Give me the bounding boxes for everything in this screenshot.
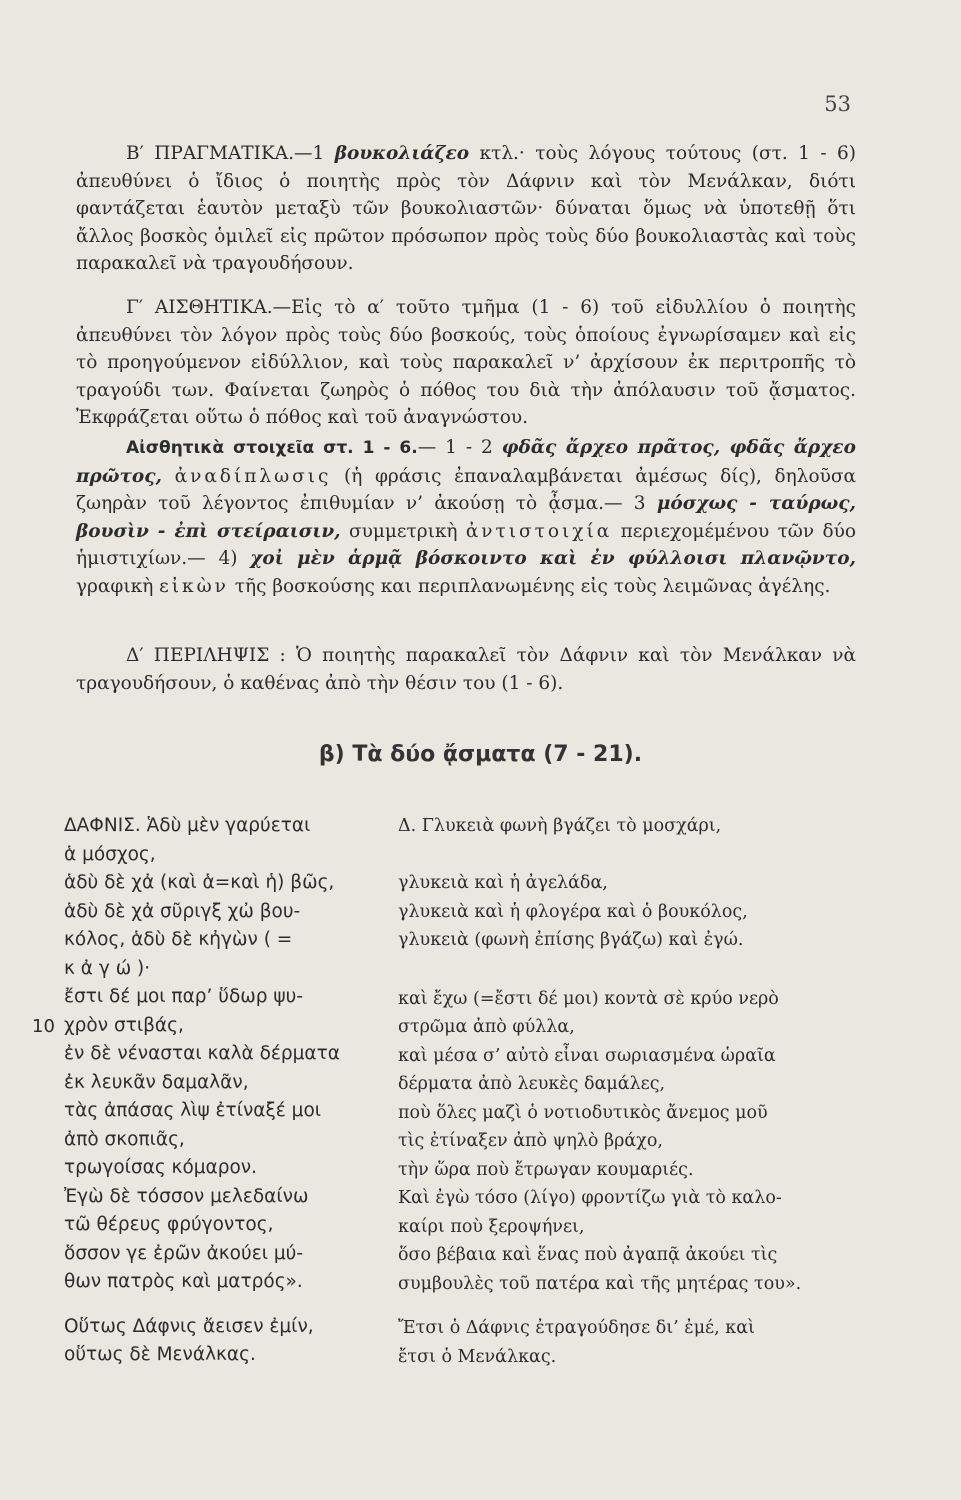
greek-line: θων πατρὸς καὶ ματρός». (64, 1271, 303, 1292)
quoted-term: μόσχως - ταύρως, βουσὶν - ἐπὶ στείραισιν, (76, 493, 856, 542)
translation-line: καίρι ποὺ ξεροψήνει, (398, 1216, 585, 1237)
greek-text-column (64, 812, 386, 1370)
translation-line: γλυκειὰ καὶ ἡ ἀγελάδα, (398, 873, 608, 893)
translation-line: ὅσο βέβαια καὶ ἕνας ποὺ ἀγαπᾷ ἀκούει τὶς (398, 1245, 778, 1265)
verse-line-number: 10 (32, 1016, 55, 1037)
greek-line: ἀπὸ σκοπιᾶς, (64, 1128, 185, 1150)
translation-line: τὶς ἐτίναξεν ἀπὸ ψηλὸ βράχο, (398, 1131, 663, 1151)
greek-line: ἔστι δέ μοι παρ’ ὕδωρ ψυ- (64, 986, 303, 1007)
section-text: Ὁ ποιητὴς παρακαλεῖ τὸν Δάφνιν καὶ τὸν Μενάλκαν νὰ τραγουδήσουν, ὁ καθένας ἀπὸ τὴν θέσιν του (1 - 6). (76, 645, 856, 694)
spacer (64, 1297, 386, 1313)
section-perilipsis (76, 642, 856, 697)
greek-line: ἐκ λευκᾶν δαμαλᾶν, (64, 1071, 249, 1093)
spaced-term: ἀντιστοιχία (465, 520, 613, 542)
section-aesthetic-elements: Αἰσθητικὰ στοιχεῖα στ. 1 - 6.— 1 - 2 φδᾶς ἄρχεο πρᾶτος, φδᾶς ἄρχεο πρῶτος, ἀναδίπλωσις (ἡ φράσις ἐπαναλαμβάνεται ἀμέσως δίς), δηλοῦσα ζωηρὰν τοῦ λέγοντος ἐπιθυμίαν ν’ ἀκούσῃ τὸ ᾆσμα.— 3 μόσχως - ταύρως, βουσὶν - ἐπὶ στείραισιν, συμμετρικὴ ἀντιστοιχία περιεχομέμένου τῶν δύο ἡμιστιχίων.— 4) χοἰ μὲν ἁρμᾷ βόσκοιντο καὶ ἐν φύλλοισι πλανῷντο, γραφικὴ εἰκὼν τῆς βοσκούσης και περιπλανωμένης εἰς τοὺς λειμῶνας ἀγέλης. (76, 437, 856, 597)
section-pragmatika: Β′ ΠΡΑΓΜΑΤΙΚΑ.—1 βουκολιάζεο κτλ.· τοὺς λόγους τούτους (στ. 1 - 6) ἀπευθύνει ὁ ἴδιος ὁ ποιητὴς πρὸς τὸν Δάφνιν καὶ τὸν Μενάλκαν, διότι φαντάζεται ἑαυτὸν μεταξὺ τῶν βουκολιαστῶν· δύναται ὅμως νὰ ὑποτεθῇ ὅτι ἄλλος βοσκὸς ὁμιλεῖ εἰς πρῶτον πρόσωπον πρὸς τοὺς δύο βουκολιαστὰς καὶ τοὺς παρακαλεῖ νὰ τραγουδήσουν. (76, 143, 856, 274)
greek-line: κ ἀ γ ώ )· (64, 957, 151, 979)
spaced-term: ἀναδίπλωσις (174, 465, 332, 487)
spaced-term: εἰκὼν (159, 575, 229, 597)
translation-line: ποὺ ὅλες μαζὶ ὁ νοτιοδυτικὸς ἄνεμος μοῦ (398, 1102, 768, 1123)
spacer (398, 955, 838, 985)
page-number: 53 (824, 92, 851, 116)
section-label: Δ′ ΠΕΡΙΛΗΨΙΣ : (126, 645, 286, 666)
translation-line: ἔτσι ὁ Μενάλκας. (398, 1346, 557, 1367)
translation-line: Ἔτσι ὁ Δάφνις ἐτραγούδησε δι’ ἐμέ, καὶ (398, 1318, 755, 1338)
greek-line: χρὸν στιβάς, (64, 1014, 184, 1036)
section-text: κτλ.· τοὺς λόγους τούτους (στ. 1 - 6) ἀπευθύνει ὁ ἴδιος ὁ ποιητὴς πρὸς τὸν Δάφνιν καὶ τὸν Μενάλκαν, διότι φαντάζεται ἑαυτὸν μεταξὺ τῶν βουκολιαστῶν· δύναται ὅμως νὰ ὑποτεθῇ ὅτι ἄλλος βοσκὸς ὁμιλεῖ εἰς πρῶτον πρόσωπον πρὸς τοὺς δύο βουκολιαστὰς καὶ τοὺς παρακαλεῖ νὰ τραγουδήσουν. (76, 143, 856, 274)
section-text: —Εἰς τὸ α′ τοῦτο τμῆμα (1 - 6) τοῦ εἰδυλλίου ὁ ποιητὴς ἀπευθύνει τὸν λόγον πρὸς τοὺς δύο βοσκούς, τοὺς ὁποίους ἐγνωρίσαμεν καὶ εἰς τὸ προηγούμενον εἰδύλλιον, καὶ τοὺς παρακαλεῖ ν’ ἀρχίσουν ἐκ περιτροπῆς τὸ τραγούδι των. Φαίνεται ζωηρὸς ὁ πόθος του διὰ τὴν ἀπόλαυσιν τοῦ ᾄσματος. Ἐκφράζεται οὕτω ὁ πόθος καὶ τοῦ ἀναγνώστου. (76, 297, 856, 428)
section-aisthitika (76, 294, 856, 432)
quoted-term: φδᾶς ἄρχεο πρᾶτος, φδᾶς ἄρχεο πρῶτος, (76, 437, 856, 487)
greek-line: ΔΑΦΝΙΣ. Ἁδὺ μὲν γαρύεται (64, 815, 311, 836)
translation-line: συμβουλὲς τοῦ πατέρα καὶ τῆς μητέρας του». (398, 1273, 802, 1294)
section-heading: β) Τὰ δύο ᾄσματα (7 - 21). (318, 742, 643, 767)
greek-line: ὅσσον γε ἐρῶν ἀκούει μύ- (64, 1242, 303, 1264)
quoted-term: χοἰ μὲν ἁρμᾷ βόσκοιντο καὶ ἐν φύλλοισι πλανῷντο, (250, 548, 856, 569)
spacer (398, 1298, 838, 1314)
translation-line: Καὶ ἐγὼ τόσο (λίγο) φροντίζω γιὰ τὸ καλο- (398, 1188, 782, 1208)
translation-line: καὶ μέσα σ’ αὐτὸ εἶναι σωριασμένα ὡραῖα (398, 1045, 776, 1066)
greek-line: τὰς ἀπάσας λὶψ ἐτίναξέ μοι (64, 1100, 322, 1121)
greek-line: τῶ θέρευς φρύγοντος, (64, 1214, 274, 1235)
greek-line: οὕτως δὲ Μενάλκας. (64, 1344, 256, 1365)
greek-line: ἁδὺ δὲ χἀ σῦριγξ χὠ βου- (64, 900, 301, 922)
translation-line: στρῶμα ἀπὸ φύλλα, (398, 1017, 575, 1037)
translation-line: γλυκειὰ καὶ ἡ φλογέρα καὶ ὁ βουκόλος, (398, 901, 748, 922)
translation-line: τὴν ὥρα ποὺ ἔτρωγαν κουμαριές. (398, 1159, 694, 1180)
greek-line: τρωγοίσας κόμαρον. (64, 1157, 258, 1178)
greek-line: ἐν δὲ νένασται καλὰ δέρματα (64, 1043, 340, 1064)
section-label: Β′ ΠΡΑΓΜΑΤΙΚΑ. (126, 143, 295, 164)
greek-line: Οὕτως Δάφνις ἄεισεν ἐμίν, (64, 1315, 314, 1337)
greek-line: ἁδὺ δὲ χἀ (καὶ ἁ=καὶ ἡ) βῶς, (64, 872, 335, 893)
greek-line: ἁ μόσχος, (64, 843, 156, 865)
section-label: Γ′ ΑΙΣΘΗΤΙΚΑ. (126, 297, 273, 318)
section-label: Αἰσθητικὰ στοιχεῖα στ. 1 - 6. (126, 438, 418, 458)
translation-line: γλυκειὰ (φωνὴ ἐπίσης βγάζω) καὶ ἐγώ. (398, 930, 744, 950)
quoted-term: βουκολιάζεο (334, 143, 470, 164)
translation-line: Δ. Γλυκειὰ φωνὴ βγάζει τὸ μοσχάρι, (398, 816, 722, 836)
translation-line: δέρματα ἀπὸ λευκὲς δαμάλες, (398, 1074, 666, 1094)
greek-line: Ἐγὼ δὲ τόσσον μελεδαίνω (64, 1185, 309, 1207)
translation-line: καὶ ἔχω (=ἔστι δέ μοι) κοντὰ σὲ κρύο νερὸ (398, 988, 779, 1009)
greek-line: κόλος, ἁδὺ δὲ κἠγὼν ( = (64, 929, 293, 950)
translation-column (398, 812, 838, 1371)
